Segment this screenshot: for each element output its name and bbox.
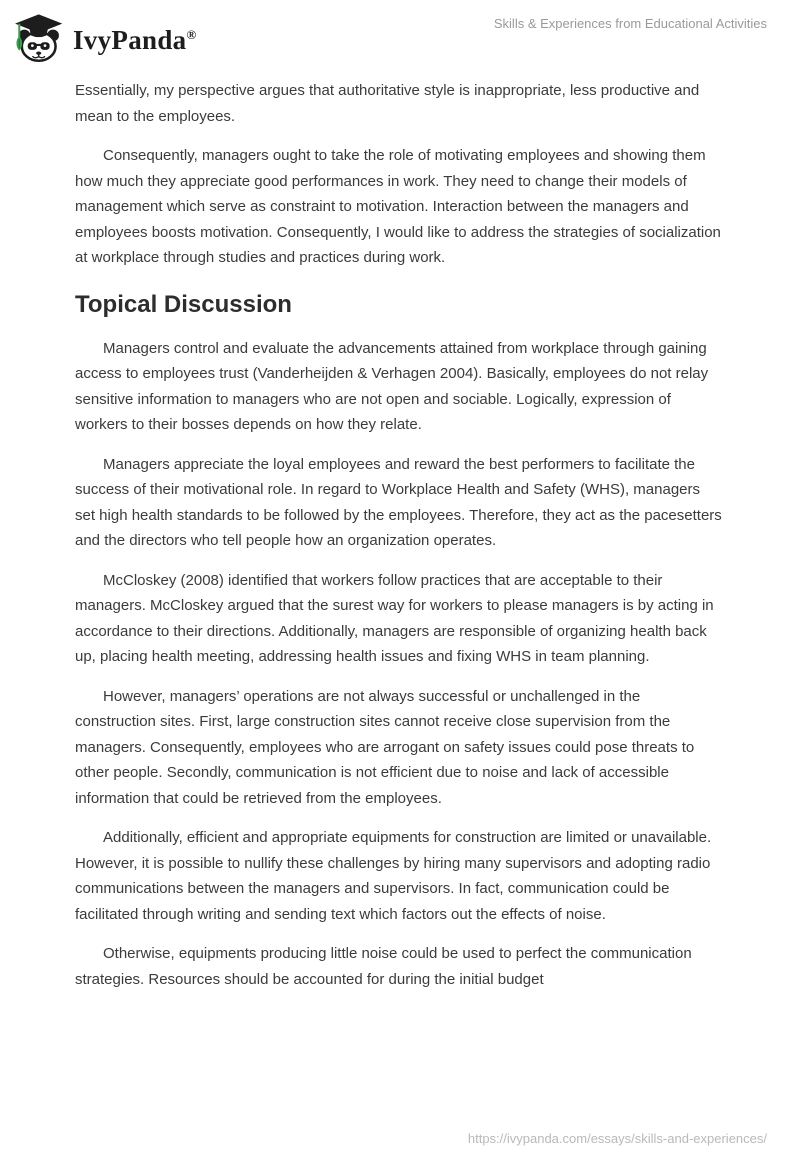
essay-paragraph: McCloskey (2008) identified that workers follow practices that are acceptable to their managers. McCloskey argued that the surest way for workers to please managers is by acting in accordance to their directions. Additionally, managers are responsible of organizing health back up, placing health meeting, addressing health issues and fixing WHS in team planning. — [75, 571, 714, 665]
ivypanda-logo — [10, 8, 196, 67]
registered-trademark-mark: ® — [186, 27, 197, 42]
essay-paragraph: Essentially, my perspective argues that authoritative style is inappropriate, less productive and mean to the employees. — [75, 82, 700, 125]
essay-paragraph: However, managers’ operations are not always successful or unchallenged in the construction sites. First, large construction sites cannot receive close supervision from the managers. Consequently, employees who are arrogant on safety issues could pose threats to other people. Secondly, communication is not efficient due to noise and lack of accessible information that could be retrieved from the employees. — [75, 687, 695, 807]
panda-graduation-cap-icon — [10, 11, 64, 65]
essay-paragraph: Additionally, efficient and appropriate equipments for construction are limited or unavailable. However, it is possible to nullify these challenges by hiring many supervisors and adopting radio communications between the managers and supervisors. In fact, communication could be facilitated through writing and sending text which factors out the effects of noise. — [75, 829, 712, 923]
section-heading-topical-discussion: Topical Discussion — [75, 290, 292, 318]
logo-wordmark: IvyPanda — [73, 25, 187, 55]
essay-paragraph: Consequently, managers ought to take the role of motivating employees and showing them how much they appreciate good performances in work. They need to change their models of management which serve as constraint to motivation. Interaction between the managers and employees boosts motivation. Consequently, I would like to address the strategies of socialization at workplace through studies and practices during work. — [75, 147, 721, 266]
source-url: https://ivypanda.com/essays/skills-and-experiences/ — [467, 1131, 767, 1146]
essay-paragraph: Otherwise, equipments producing little noise could be used to perfect the communication strategies. Resources should be accounted for during the initial budget — [75, 945, 692, 988]
essay-paragraph: Managers appreciate the loyal employees and reward the best performers to facilitate the success of their motivational role. In regard to Workplace Health and Safety (WHS), managers set high health standards to be followed by the employees. Therefore, they act as the pacesetters and the directors who tell people how an organization operates. — [75, 455, 722, 549]
essay-paragraph: Managers control and evaluate the advancements attained from workplace through gaining access to employees trust (Vanderheijden & Verhagen 2004). Basically, employees do not relay sensitive information to managers who are not open and sociable. Logically, expression of workers to their bosses depends on how they relate. — [75, 339, 709, 433]
document-title: Skills & Experiences from Educational Activities — [493, 16, 767, 31]
ivypanda-logo-text — [73, 8, 196, 67]
header — [0, 0, 800, 64]
essay-content — [75, 78, 723, 992]
